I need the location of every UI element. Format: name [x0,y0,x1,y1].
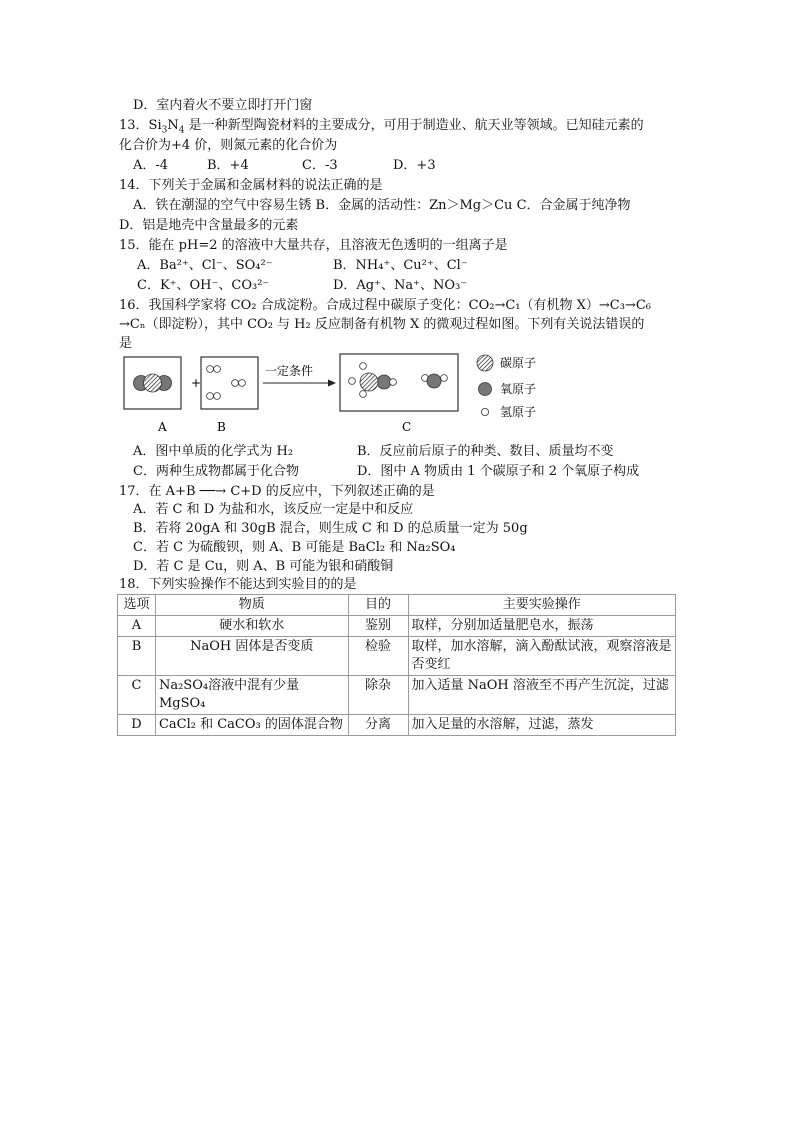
q14-options-line2: D．铝是地壳中含量最多的元素 [119,218,299,233]
q13-stem-line1 [119,117,644,135]
table-cell: 取样，分别加适量肥皂水，振荡 [408,616,676,637]
hydrogen-atom [239,380,246,387]
hydrogen-legend-icon [481,408,488,415]
q16-option-c: C．两种生成物都属于化合物 [133,464,299,479]
hydrogen-atom [349,378,356,385]
q17-option-c: C．若 C 为硫酸钡，则 A、B 可能是 BaCl₂ 和 Na₂SO₄ [133,540,456,555]
box-b [201,357,258,409]
q13-option-b: B．+4 [207,158,249,173]
oxygen-legend-icon [479,383,492,396]
q16-option-a: A．图中单质的化学式为 H₂ [133,444,294,459]
table-cell: D [118,715,156,736]
condition-label: 一定条件 [265,364,314,378]
table-cell: Na₂SO₄溶液中混有少量 MgSO₄ [155,676,348,715]
q14-options-line1: A．铁在潮湿的空气中容易生锈 B．金属的活动性：Zn＞Mg＞Cu C．合金属于纯净物 [133,198,631,213]
label-c: C [402,420,412,434]
q12-option-d: D．室内着火不要立即打开门窗 [133,98,313,113]
table-header-cell: 目的 [348,595,408,616]
label-a: A [158,420,167,434]
q15-option-d: D．Ag⁺、Na⁺、NO₃⁻ [333,278,468,293]
q15-stem: 15．能在 pH=2 的溶液中大量共存，且溶液无色透明的一组离子是 [119,238,508,253]
table-row [118,676,676,715]
table-cell: 分离 [348,715,408,736]
table-cell: B [118,637,156,676]
hydrogen-atom [360,391,367,398]
hydrogen-atom [232,380,239,387]
table-cell: 硬水和软水 [155,616,348,637]
table-cell: 取样，加水溶解，滴入酚酞试液，观察溶液是否变红 [408,637,676,676]
hydrogen-atom [214,393,221,400]
q13-sub-3: 3 [161,125,168,136]
q16-stem-line1: 16．我国科学家将 CO₂ 合成淀粉。合成过程中碳原子变化：CO₂→C₁（有机物 X）→C₃→C₆ [119,298,651,313]
legend-hydrogen: 氢原子 [500,405,537,419]
table-cell: A [118,616,156,637]
carbon-atom [360,373,378,391]
table-header-cell: 主要实验操作 [408,595,676,616]
q13-option-c: C．-3 [302,158,338,173]
table-cell: C [118,676,156,715]
table-cell: 加入适量 NaOH 溶液至不再产生沉淀，过滤 [408,676,676,715]
hydrogen-atom [360,363,367,370]
q16-option-b: B．反应前后原子的种类、数目、质量均不变 [357,444,614,459]
table-header-cell: 选项 [118,595,156,616]
legend-carbon: 碳原子 [500,356,537,370]
q17-option-b: B．若将 20gA 和 30gB 混合，则生成 C 和 D 的总质量一定为 50g [133,521,528,536]
hydrogen-atom [207,366,214,373]
q13-stem-post: 是一种新型陶瓷材料的主要成分，可用于制造业、航天业等领域。已知硅元素的 [184,118,644,133]
table-cell: 除杂 [348,676,408,715]
table-cell: 检验 [348,637,408,676]
hydrogen-atom [207,393,214,400]
oxygen-atom [377,375,391,389]
q17-option-a: A．若 C 和 D 为盐和水，该反应一定是中和反应 [133,502,414,517]
hydrogen-atom [441,375,448,382]
q16-stem-line3: 是 [119,336,133,351]
hydrogen-atom [390,379,397,386]
reaction-diagram-svg [123,351,563,436]
label-b: B [217,420,226,434]
table-cell: 鉴别 [348,616,408,637]
q13-stem-line2: 化合价为+4 价，则氮元素的化合价为 [119,138,338,153]
reaction-diagram [123,351,563,436]
q13-option-a: A．-4 [133,158,169,173]
q16-stem-line2: →Cₙ（即淀粉），其中 CO₂ 与 H₂ 反应制备有机物 X 的微观过程如图。下列有关说法错误的 [119,317,645,332]
table-row [118,616,676,637]
q18-stem: 18．下列实验操作不能达到实验目的的是 [119,577,357,592]
q13-option-d: D．+3 [393,158,436,173]
q15-option-c: C．K⁺、OH⁻、CO₃²⁻ [137,278,270,293]
legend-oxygen: 氧原子 [500,382,537,396]
q13-stem-pre: 13．Si [119,118,162,133]
oxygen-atom [427,374,441,388]
table-row [118,715,676,736]
experiment-table [117,594,676,736]
q15-option-b: B．NH₄⁺、Cu²⁺、Cl⁻ [333,258,468,273]
q13-sub-4: 4 [178,125,185,136]
plus-sign: + [191,376,202,390]
hydrogen-atom [214,366,221,373]
reaction-arrow-head [328,380,336,387]
q17-stem: 17．在 A+B ──→ C+D 的反应中，下列叙述正确的是 [119,484,435,499]
q16-option-d: D．图中 A 物质由 1 个碳原子和 2 个氧原子构成 [357,464,640,479]
carbon-legend-icon [477,355,493,371]
carbon-atom [144,374,162,392]
table-header-row [118,595,676,616]
table-row [118,637,676,676]
q13-stem-mid: N [167,118,179,133]
table-cell: 加入足量的水溶解，过滤，蒸发 [408,715,676,736]
table-cell: NaOH 固体是否变质 [155,637,348,676]
q15-option-a: A．Ba²⁺、Cl⁻、SO₄²⁻ [137,258,273,273]
q17-option-d: D．若 C 是 Cu，则 A、B 可能为银和硝酸铜 [133,559,394,574]
table-header-cell: 物质 [155,595,348,616]
table-cell: CaCl₂ 和 CaCO₃ 的固体混合物 [155,715,348,736]
q14-stem: 14．下列关于金属和金属材料的说法正确的是 [119,178,383,193]
